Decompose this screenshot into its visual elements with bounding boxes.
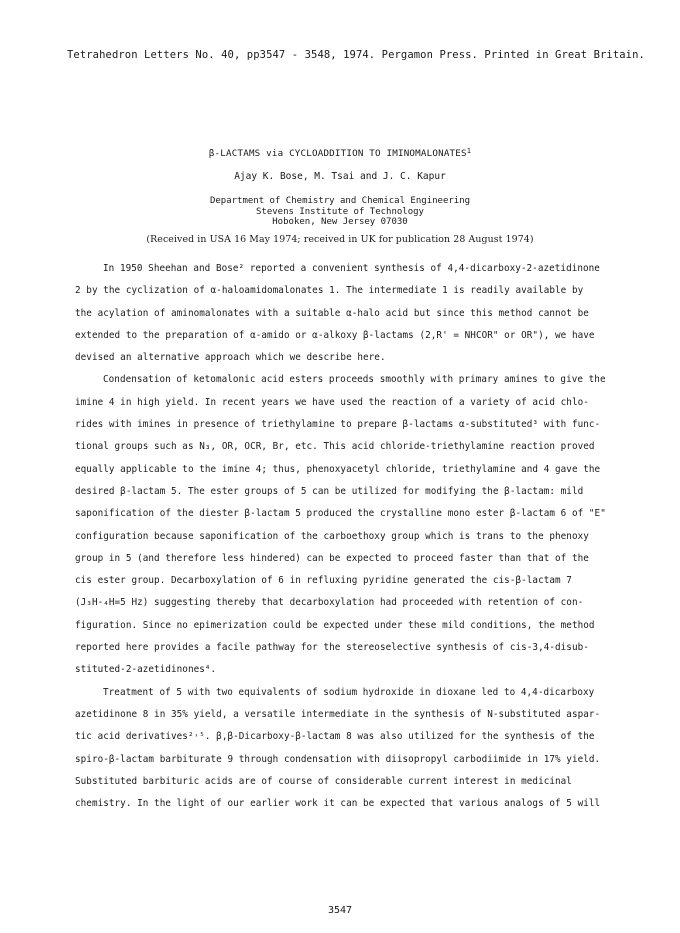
body-line: the acylation of aminomalonates with a suitable α-halo acid but since this method cannot be xyxy=(75,307,589,319)
body-line: spiro-β-lactam barbiturate 9 through condensation with diisopropyl carbodiimide in 17% yield. xyxy=(75,753,601,765)
title-footnote-ref: 1 xyxy=(466,147,472,155)
affiliation-line: Stevens Institute of Technology xyxy=(256,206,424,217)
body-line: Condensation of ketomalonic acid esters proceeds smoothly with primary amines to give the xyxy=(103,374,606,386)
body-line: 2 by the cyclization of α-haloamidomalonates 1. The intermediate 1 is readily available by xyxy=(75,285,584,297)
affiliation-line: Hoboken, New Jersey 07030 xyxy=(272,217,408,227)
body-line: Treatment of 5 with two equivalents of sodium hydroxide in dioxane led to 4,4-dicarboxy xyxy=(103,686,595,698)
title-text: β-LACTAMS via CYCLOADDITION TO IMINOMALONATES xyxy=(208,148,467,159)
body-line: imine 4 in high yield. In recent years we have used the reaction of a variety of acid chlo- xyxy=(75,396,589,408)
body-line: (J₃H-₄H=5 Hz) suggesting thereby that decarboxylation had proceeded with retention of con- xyxy=(75,597,584,609)
body-line: Substituted barbituric acids are of course of considerable current interest in medicinal xyxy=(75,775,572,787)
body-line: azetidinone 8 in 35% yield, a versatile intermediate in the synthesis of N-substituted aspar- xyxy=(75,708,601,720)
body-line: configuration because saponification of the carboethoxy group which is trans to the phenoxy xyxy=(75,530,589,542)
body-line: saponification of the diester β-lactam 5 produced the crystalline mono ester β-lactam 6 of "E" xyxy=(75,508,606,520)
received-dates: (Received in USA 16 May 1974; received in UK for publication 28 August 1974) xyxy=(146,234,534,245)
page-number: 3547 xyxy=(327,905,353,916)
body-line: rides with imines in presence of triethylamine to prepare β-lactams α-substituted³ with func- xyxy=(75,419,601,431)
journal-header: Tetrahedron Letters No. 40, pp3547 - 3548, 1974. Pergamon Press. Printed in Great Britain. xyxy=(67,49,645,61)
article-title xyxy=(0,148,680,159)
body-line: desired β-lactam 5. The ester groups of 5 can be utilized for modifying the β-lactam: mild xyxy=(75,485,584,497)
article-body xyxy=(75,258,615,815)
body-line: In 1950 Sheehan and Bose² reported a convenient synthesis of 4,4-dicarboxy-2-azetidinone xyxy=(103,263,600,274)
body-line: extended to the preparation of α-amido or α-alkoxy β-lactams (2,R' = NHCOR" or OR"), we have xyxy=(75,329,595,341)
body-line: chemistry. In the light of our earlier work it can be expected that various analogs of 5 will xyxy=(75,798,601,810)
body-line: devised an alternative approach which we describe here. xyxy=(75,352,386,364)
body-line: tional groups such as N₃, OR, OCR, Br, etc. This acid chloride-triethylamine reaction proved xyxy=(75,441,595,453)
affiliation-line: Department of Chemistry and Chemical Engineering xyxy=(209,196,471,206)
body-line: figuration. Since no epimerization could be expected under these mild conditions, the method xyxy=(75,619,595,631)
affiliation xyxy=(0,196,680,228)
body-line: cis ester group. Decarboxylation of 6 in refluxing pyridine generated the cis-β-lactam 7 xyxy=(75,575,572,587)
body-line: group in 5 (and therefore less hindered) can be expected to proceed faster than that of the xyxy=(75,552,589,564)
body-line: reported here provides a facile pathway for the stereoselective synthesis of cis-3,4-disub- xyxy=(75,642,589,654)
body-line: tic acid derivatives²˒⁵. β,β-Dicarboxy-β-lactam 8 was also utilized for the synthesis of the xyxy=(75,731,595,743)
authors: Ajay K. Bose, M. Tsai and J. C. Kapur xyxy=(234,171,446,182)
body-line: equally applicable to the imine 4; thus, phenoxyacetyl chloride, triethylamine and 4 gave the xyxy=(75,463,601,475)
body-line: stituted-2-azetidinones⁴. xyxy=(75,664,217,676)
